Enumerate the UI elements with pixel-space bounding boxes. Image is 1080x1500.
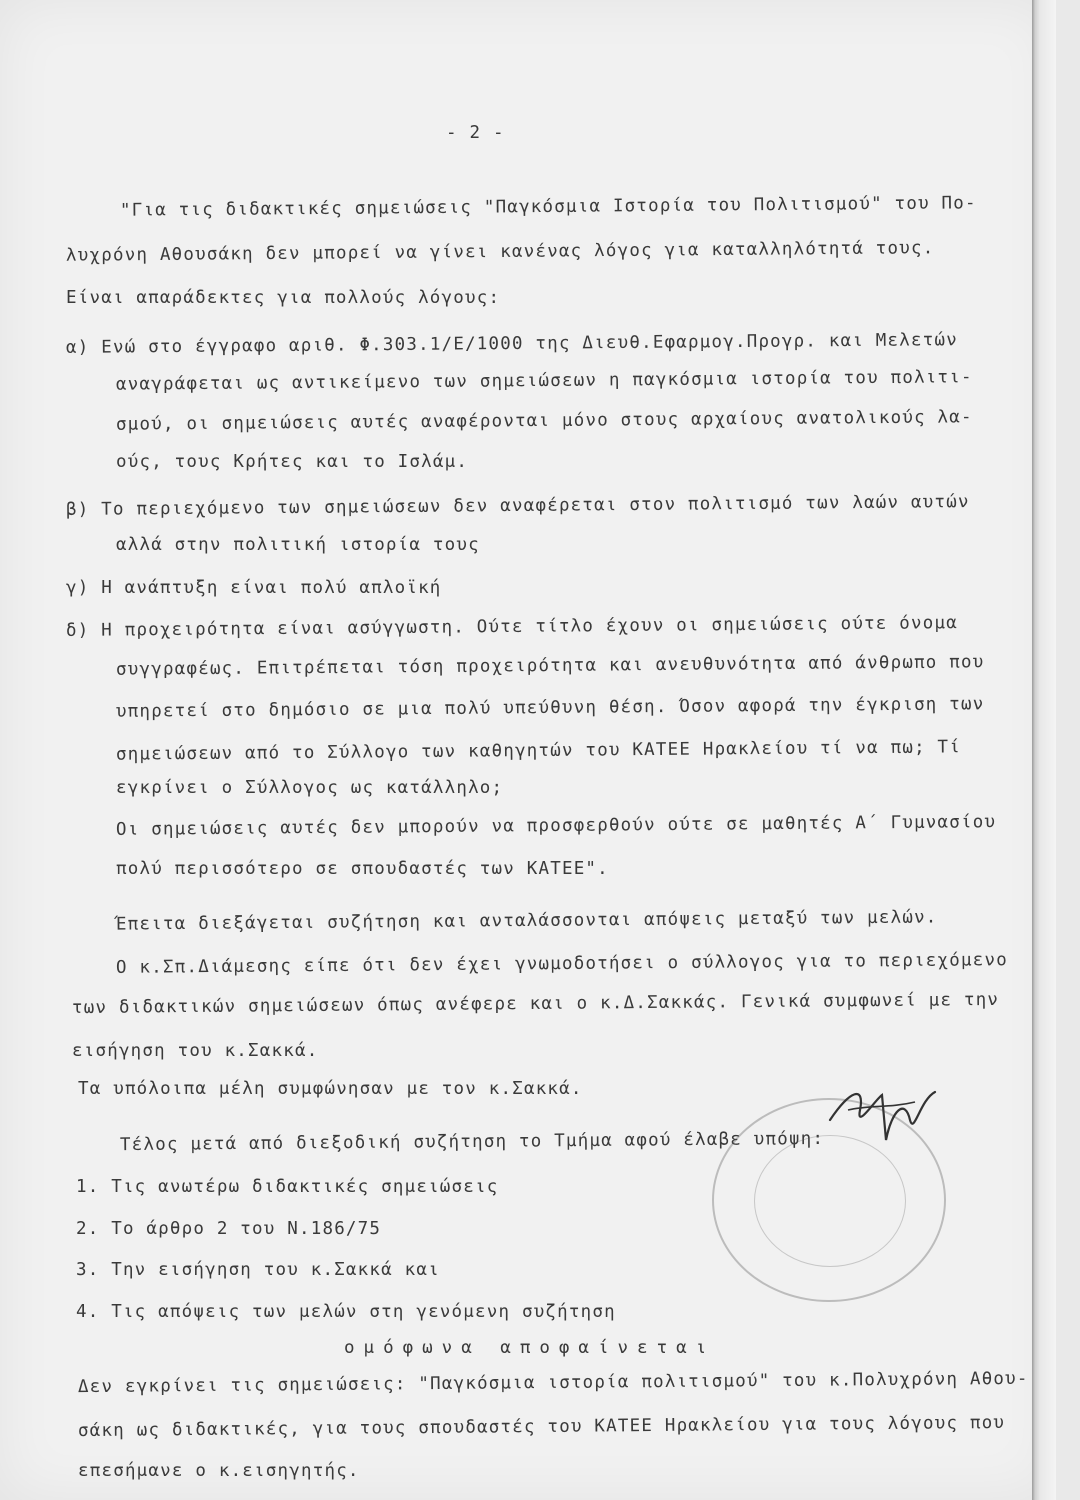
decision-heading: ομόφωνα αποφαίνεται [344,1338,716,1358]
text-line: λυχρόνη Αθουσάκη δεν μπορεί να γίνει κανένας λόγος για καταλληλότητά τους. [65,238,935,266]
text-line: Τα υπόλοιπα μέλη συμφώνησαν με τον κ.Σακκά. [78,1079,583,1099]
text-line: συγγραφέως. Επιτρέπεται τόση προχειρότητα και ανευθυνότητα από άνθρωπο που [115,652,985,680]
text-line: ούς, τους Κρήτες και το Ισλάμ. [116,452,469,472]
text-line: υπηρετεί στο δημόσιο σε μια πολύ υπεύθυνη θέση. Όσον αφορά την έγκριση των [115,694,985,722]
text-line: Δεν εγκρίνει τις σημειώσεις: "Παγκόσμια ιστορία πολιτισμού" του κ.Πολυχρόνη Αθου- [77,1368,1029,1398]
list-item-c: γ) Η ανάπτυξη είναι πολύ απλοϊκή [66,578,442,598]
text-line: Ο κ.Σπ.Διάμεσης είπε ότι δεν έχει γνωμοδοτήσει ο σύλλογος για το περιεχόμενο [115,950,1009,978]
text-line: Έπειτα διεξάγεται συζήτηση και ανταλάσσονται απόψεις μεταξύ των μελών. [115,907,938,935]
text-line: "Για τις διδακτικές σημειώσεις "Παγκόσμια Ιστορία του Πολιτισμού" του Πο- [119,193,977,221]
list-item-a: α) Ενώ στο έγγραφο αριθ. Φ.303.1/Ε/1000 της Διευθ.Εφαρμογ.Προγρ. και Μελετών [65,330,959,358]
text-line: εισήγηση του κ.Σακκά. [72,1041,319,1061]
text-line: Οι σημειώσεις αυτές δεν μπορούν να προσφερθούν ούτε σε μαθητές Α΄ Γυμνασίου [115,812,997,840]
text-line: επεσήμανε ο κ.εισηγητής. [78,1461,360,1481]
text-line: σημειώσεων από το Σύλλογο των καθηγητών του ΚΑΤΕΕ Ηρακλείου τί να πω; Τί [115,737,962,765]
page-number: - 2 - [446,123,505,143]
text-line: πολύ περισσότερο σε σπουδαστές των ΚΑΤΕΕ". [116,859,609,879]
numbered-item: 3. Την εισήγηση του κ.Σακκά και [76,1260,440,1280]
signature [820,1080,960,1160]
text-line: Τέλος μετά από διεξοδική συζήτηση το Τμήμα αφού έλαβε υπόψη: [119,1128,825,1156]
text-line: των διδακτικών σημειώσεων όπως ανέφερε και ο κ.Δ.Σακκάς. Γενικά συμφωνεί με την [71,989,1000,1019]
text-line: σμού, οι σημειώσεις αυτές αναφέρονται μόνο στους αρχαίους ανατολικούς λα- [115,407,973,435]
list-item-b: β) Το περιεχόμενο των σημειώσεων δεν αναφέρεται στον πολιτισμό των λαών αυτών [65,492,970,520]
text-line: εγκρίνει ο Σύλλογος ως κατάλληλο; [116,778,504,798]
page-edge [1032,0,1056,1500]
text-line: αναγράφεται ως αντικείμενο των σημειώσεων η παγκόσμια ιστορία του πολιτι- [115,367,973,395]
text-line: αλλά στην πολιτική ιστορία τους [116,535,480,555]
text-line: σάκη ως διδακτικές, για τους σπουδαστές του ΚΑΤΕΕ Ηρακλείου για τους λόγους που [77,1412,1006,1442]
numbered-item: 1. Τις ανωτέρω διδακτικές σημειώσεις [76,1177,499,1197]
numbered-item: 2. Το άρθρο 2 του Ν.186/75 [76,1219,382,1239]
numbered-item: 4. Τις απόψεις των μελών στη γενόμενη συζήτηση [76,1302,616,1322]
list-item-d: δ) Η προχειρότητα είναι ασύγγωστη. Ούτε τίτλο έχουν οι σημειώσεις ούτε όνομα [65,613,959,641]
text-line: Είναι απαράδεκτες για πολλούς λόγους: [66,288,501,308]
